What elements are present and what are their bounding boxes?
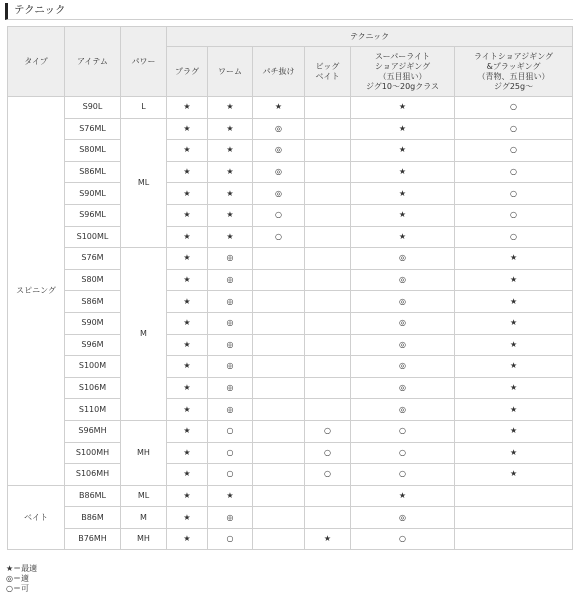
header-technique-group: テクニック <box>167 27 573 47</box>
item-cell: S96ML <box>65 204 121 226</box>
rating-cell: ★ <box>305 528 351 550</box>
rating-cell: ◎ <box>208 312 253 334</box>
technique-table <box>7 26 573 550</box>
header-type: タイプ <box>8 27 65 97</box>
rating-cell: ★ <box>455 312 573 334</box>
rating-cell: ○ <box>305 442 351 464</box>
rating-cell <box>305 97 351 119</box>
table-row <box>8 97 573 119</box>
item-cell: B86M <box>65 507 121 529</box>
section-title: テクニック <box>5 3 573 20</box>
rating-cell: ○ <box>351 464 455 486</box>
item-cell: S100MH <box>65 442 121 464</box>
item-cell: S90L <box>65 97 121 119</box>
table-row <box>8 420 573 442</box>
table-row <box>8 161 573 183</box>
table-row <box>8 507 573 529</box>
item-cell: S106MH <box>65 464 121 486</box>
rating-cell: ★ <box>208 140 253 162</box>
item-cell: S100ML <box>65 226 121 248</box>
rating-cell: ○ <box>305 420 351 442</box>
rating-cell: ★ <box>167 356 208 378</box>
header-technique-pachinuke: パチ抜け <box>253 47 305 97</box>
rating-cell <box>253 291 305 313</box>
rating-cell <box>455 485 573 507</box>
item-cell: S90ML <box>65 183 121 205</box>
item-cell: B76MH <box>65 528 121 550</box>
rating-cell: ○ <box>351 528 455 550</box>
rating-cell: ★ <box>167 161 208 183</box>
rating-cell <box>305 140 351 162</box>
rating-cell <box>253 269 305 291</box>
rating-cell: ◎ <box>208 334 253 356</box>
table-row <box>8 485 573 507</box>
item-cell: S76ML <box>65 118 121 140</box>
rating-cell: ★ <box>167 377 208 399</box>
legend-suitable: ◎＝適 <box>6 574 29 583</box>
rating-cell <box>305 334 351 356</box>
rating-cell <box>305 291 351 313</box>
rating-cell: ★ <box>167 464 208 486</box>
rating-cell <box>455 528 573 550</box>
rating-cell: ○ <box>455 97 573 119</box>
rating-cell: ○ <box>253 226 305 248</box>
table-row <box>8 399 573 421</box>
rating-cell <box>305 312 351 334</box>
rating-cell: ○ <box>253 204 305 226</box>
table-row <box>8 269 573 291</box>
rating-cell: ★ <box>455 399 573 421</box>
rating-cell: ★ <box>167 226 208 248</box>
rating-cell <box>305 356 351 378</box>
rating-cell <box>305 183 351 205</box>
table-row <box>8 140 573 162</box>
power-cell: ML <box>121 118 167 248</box>
rating-cell: ★ <box>455 269 573 291</box>
table-row <box>8 464 573 486</box>
rating-cell: ★ <box>167 312 208 334</box>
table-row <box>8 204 573 226</box>
item-cell: S96MH <box>65 420 121 442</box>
item-cell: B86ML <box>65 485 121 507</box>
rating-cell <box>305 507 351 529</box>
rating-cell: ◎ <box>208 399 253 421</box>
rating-cell: ★ <box>455 356 573 378</box>
rating-cell: ★ <box>167 399 208 421</box>
rating-cell <box>305 377 351 399</box>
rating-cell: ◎ <box>208 507 253 529</box>
rating-cell: ★ <box>167 334 208 356</box>
header-technique-plug: プラグ <box>167 47 208 97</box>
rating-cell: ○ <box>455 140 573 162</box>
rating-cell: ★ <box>455 248 573 270</box>
rating-cell: ◎ <box>351 334 455 356</box>
power-cell: MH <box>121 528 167 550</box>
rating-cell: ★ <box>455 420 573 442</box>
rating-cell <box>253 356 305 378</box>
rating-cell: ★ <box>455 334 573 356</box>
rating-cell: ○ <box>208 464 253 486</box>
rating-cell <box>253 248 305 270</box>
item-cell: S80M <box>65 269 121 291</box>
table-row <box>8 183 573 205</box>
rating-cell: ◎ <box>351 507 455 529</box>
rating-cell: ★ <box>167 97 208 119</box>
rating-cell <box>305 248 351 270</box>
item-cell: S100M <box>65 356 121 378</box>
rating-cell: ○ <box>351 420 455 442</box>
table-row <box>8 312 573 334</box>
power-cell: MH <box>121 420 167 485</box>
rating-cell: ○ <box>455 118 573 140</box>
rating-cell: ◎ <box>253 118 305 140</box>
rating-cell: ★ <box>351 97 455 119</box>
rating-cell <box>253 312 305 334</box>
power-cell: M <box>121 248 167 421</box>
rating-cell <box>253 420 305 442</box>
rating-cell: ◎ <box>351 291 455 313</box>
type-cell: スピニング <box>8 97 65 486</box>
rating-cell: ★ <box>455 464 573 486</box>
rating-cell: ○ <box>208 442 253 464</box>
rating-cell: ◎ <box>351 399 455 421</box>
item-cell: S86ML <box>65 161 121 183</box>
table-row <box>8 118 573 140</box>
item-cell: S110M <box>65 399 121 421</box>
rating-cell: ★ <box>455 442 573 464</box>
rating-cell: ◎ <box>208 356 253 378</box>
rating-cell: ◎ <box>208 248 253 270</box>
rating-cell: ★ <box>351 226 455 248</box>
rating-cell: ◎ <box>208 291 253 313</box>
item-cell: S76M <box>65 248 121 270</box>
rating-cell: ○ <box>455 183 573 205</box>
rating-cell: ★ <box>253 97 305 119</box>
table-row <box>8 377 573 399</box>
rating-cell: ★ <box>351 183 455 205</box>
rating-cell: ○ <box>455 161 573 183</box>
item-cell: S80ML <box>65 140 121 162</box>
rating-cell <box>305 269 351 291</box>
rating-cell: ○ <box>455 204 573 226</box>
rating-cell: ★ <box>208 204 253 226</box>
rating-cell: ★ <box>351 140 455 162</box>
rating-cell: ★ <box>167 528 208 550</box>
rating-cell: ★ <box>351 204 455 226</box>
table-row <box>8 528 573 550</box>
rating-cell: ◎ <box>208 377 253 399</box>
rating-cell <box>305 118 351 140</box>
rating-cell: ★ <box>167 140 208 162</box>
legend-best: ★＝最適 <box>6 564 38 573</box>
rating-cell: ○ <box>455 226 573 248</box>
rating-cell: ○ <box>305 464 351 486</box>
rating-cell: ★ <box>167 507 208 529</box>
rating-cell <box>253 399 305 421</box>
item-cell: S86M <box>65 291 121 313</box>
rating-cell: ○ <box>208 528 253 550</box>
rating-cell: ◎ <box>253 183 305 205</box>
rating-cell: ★ <box>167 248 208 270</box>
rating-cell <box>253 528 305 550</box>
header-technique-super-light-shore-jigging: スーパーライト ショアジギング （五目狙い） ジグ10〜20gクラス <box>351 47 455 97</box>
rating-cell <box>305 399 351 421</box>
item-cell: S106M <box>65 377 121 399</box>
rating-cell: ★ <box>455 291 573 313</box>
rating-cell: ○ <box>208 420 253 442</box>
power-cell: M <box>121 507 167 529</box>
rating-cell <box>305 161 351 183</box>
rating-cell: ★ <box>167 118 208 140</box>
rating-cell: ◎ <box>253 140 305 162</box>
rating-cell: ★ <box>208 161 253 183</box>
rating-cell: ★ <box>167 442 208 464</box>
rating-cell: ★ <box>351 118 455 140</box>
header-item: アイテム <box>65 27 121 97</box>
table-row <box>8 442 573 464</box>
rating-cell: ◎ <box>351 377 455 399</box>
rating-cell <box>253 507 305 529</box>
rating-cell: ◎ <box>351 312 455 334</box>
rating-cell: ★ <box>455 377 573 399</box>
table-row <box>8 291 573 313</box>
rating-cell <box>253 334 305 356</box>
type-cell: ベイト <box>8 485 65 550</box>
header-power: パワー <box>121 27 167 97</box>
rating-cell: ○ <box>351 442 455 464</box>
rating-cell: ★ <box>208 226 253 248</box>
power-cell: ML <box>121 485 167 507</box>
table-row <box>8 334 573 356</box>
rating-cell <box>305 485 351 507</box>
rating-cell: ★ <box>167 291 208 313</box>
rating-cell: ★ <box>167 485 208 507</box>
header-technique-worm: ワーム <box>208 47 253 97</box>
rating-cell <box>253 442 305 464</box>
rating-cell: ◎ <box>351 356 455 378</box>
rating-cell: ★ <box>351 485 455 507</box>
item-cell: S90M <box>65 312 121 334</box>
rating-cell <box>305 204 351 226</box>
rating-cell: ★ <box>208 183 253 205</box>
rating-cell: ★ <box>167 420 208 442</box>
rating-cell <box>253 377 305 399</box>
rating-cell <box>455 507 573 529</box>
header-technique-big-bait: ビッグ ベイト <box>305 47 351 97</box>
rating-cell: ◎ <box>351 269 455 291</box>
legend-possible: ○＝可 <box>6 584 29 593</box>
rating-cell: ★ <box>208 97 253 119</box>
rating-cell: ◎ <box>208 269 253 291</box>
header-technique-light-shore-jigging: ライトショアジギング &プラッギング （青物、五目狙い） ジグ25g〜 <box>455 47 573 97</box>
rating-cell <box>253 464 305 486</box>
item-cell: S96M <box>65 334 121 356</box>
rating-cell: ★ <box>351 161 455 183</box>
table-body <box>8 97 573 550</box>
rating-cell: ★ <box>167 204 208 226</box>
table-row <box>8 248 573 270</box>
rating-cell: ★ <box>167 183 208 205</box>
power-cell: L <box>121 97 167 119</box>
rating-cell: ◎ <box>351 248 455 270</box>
rating-cell: ★ <box>167 269 208 291</box>
rating-cell <box>305 226 351 248</box>
rating-cell: ★ <box>208 485 253 507</box>
rating-cell: ◎ <box>253 161 305 183</box>
legend <box>6 564 37 594</box>
table-row <box>8 356 573 378</box>
table-row <box>8 226 573 248</box>
rating-cell: ★ <box>208 118 253 140</box>
rating-cell <box>253 485 305 507</box>
